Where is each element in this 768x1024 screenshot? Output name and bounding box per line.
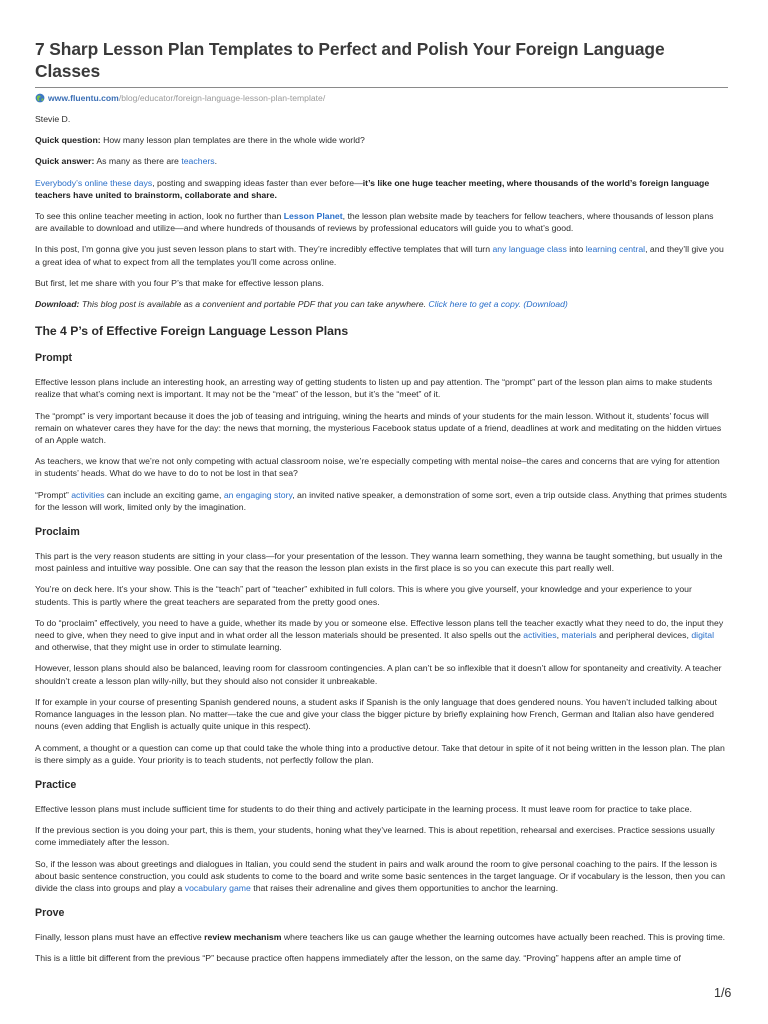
proclaim-paragraph-3	[35, 617, 728, 654]
practice-paragraph-3	[35, 858, 728, 895]
prove-paragraph-2: This is a little bit different from the previous “P” because practice often happens immediately after the lesson, on the same day. “Proving” happens after an ample time of	[35, 953, 681, 964]
intro-text: , the lesson plan website made by teachers for fellow teachers, where thousands of lesson plans are available to download and utilize—and where hundreds of thousands of reviews by professional educators will guide you to what’s good.	[35, 211, 714, 234]
everybody-online-link[interactable]: Everybody’s online these days	[35, 177, 153, 188]
proclaim-heading: Proclaim	[35, 526, 80, 539]
section-heading: The 4 P’s of Effective Foreign Language Lesson Plans	[35, 324, 349, 339]
prompt-text: “Prompt”	[35, 489, 72, 500]
prompt-paragraph-4	[35, 489, 728, 513]
practice-text: So, if the lesson was about greetings and dialogues in Italian, you could send the student in pairs and walk around the room to give personal coaching to the pairs. If the lesson is about basic sentence construction, you could ask students to come to the board and write some basic sentences in the target language. Or if vocabulary is the lesson, then you can divide the class into groups and play a	[35, 858, 726, 893]
intro-text: , posting and swapping ideas faster than ever before—	[152, 177, 363, 188]
proclaim-paragraph-2: You’re on deck here. It’s your show. This is the “teach” part of “teacher” exhibited in full colors. This is where you give yourself, your knowledge and your experience to your students. This is partly where the great teachers are separated from the pretty good ones.	[35, 584, 692, 607]
teachers-link[interactable]: teachers	[181, 156, 215, 167]
quick-answer	[35, 155, 728, 167]
author-name: Stevie D.	[35, 114, 71, 124]
practice-heading: Practice	[35, 778, 77, 791]
source-domain[interactable]: www.fluentu.com	[48, 93, 119, 103]
download-text: This blog post is available as a convenient and portable PDF that you can take anywhere.	[79, 299, 429, 310]
quick-question-text: How many lesson plan templates are there in the whole wide world?	[100, 135, 365, 146]
intro-text: To see this online teacher meeting in action, look no further than	[35, 211, 284, 222]
prompt-paragraph-2: The “prompt” is very important because it does the job of teasing and intriguing, wining the hearts and minds of your students for the main lesson. Without it, students’ focus will remain on whatever cares they have for the day: the news that morning, the mysterious Facebook status update of a friend, deadlines at work and meditating on the hidden virtues of an Apple watch.	[35, 410, 722, 446]
proclaim-paragraph-5: If for example in your course of presenting Spanish gendered nouns, a student asks if Spanish is the only language that does gendered nouns. You haven’t included talking about Romance languages in the lesson plan. No matter—take the cue and give your class the bigger picture by briefly explaining how French, German and Italian also have gendered nouns (even adding that English is actually quite unique in this respect).	[35, 696, 717, 732]
prompt-text: can include an exciting game,	[104, 489, 224, 500]
source-path[interactable]: /blog/educator/foreign-language-lesson-plan-template/	[118, 93, 326, 103]
practice-paragraph-1: Effective lesson plans must include sufficient time for students to do their thing and actively participate in the learning process. It must leave room for practice to take place.	[35, 803, 692, 814]
download-label: Download:	[35, 299, 80, 310]
intro-paragraph-1	[35, 177, 728, 201]
proclaim-text: and otherwise, that they might use in order to stimulate learning.	[35, 642, 282, 653]
prove-heading: Prove	[35, 907, 65, 920]
practice-paragraph-2: If the previous section is you doing your part, this is them, your students, honing what they’ve learned. This is about repetition, rehearsal and exercises. Practice sessions usually come immediately after the lesson.	[35, 825, 715, 848]
globe-icon	[35, 93, 45, 103]
prove-paragraph-1	[35, 931, 728, 943]
quick-question-label: Quick question:	[35, 135, 101, 146]
prompt-heading: Prompt	[35, 352, 73, 365]
vocabulary-game-link[interactable]: vocabulary game	[184, 882, 251, 893]
learning-central-link[interactable]: learning central	[585, 244, 646, 255]
prove-text: where teachers like us can gauge whether the learning outcomes have actually been reached. This is proving time.	[281, 932, 726, 943]
quick-question	[35, 134, 728, 146]
digital-link[interactable]: digital	[691, 630, 715, 641]
activities-link[interactable]: activities	[523, 630, 557, 641]
source-line	[35, 92, 728, 104]
prove-text: Finally, lesson plans must have an effective	[35, 932, 205, 943]
download-link[interactable]: Click here to get a copy. (Download)	[428, 299, 568, 310]
intro-text: In this post, I’m gonna give you just seven lesson plans to start with. They’re incredibly effective templates that will turn	[35, 244, 493, 255]
proclaim-text: To do “proclaim” effectively, you need to have a guide, whether its made by you or someone else. Effective lesson plans tell the teacher exactly what they need to do, the input they need to give, when they need to give input and in what order all the lesson materials should be presented. It also spells out the	[35, 617, 724, 641]
proclaim-text: and peripheral devices,	[596, 630, 692, 641]
quick-answer-text: As many as there are	[94, 156, 182, 167]
proclaim-paragraph-6: A comment, a thought or a question can come up that could take the whole thing into a productive detour. Take that detour in spite of it not being written in the lesson plan. The plan is there simply as a guide. Your priority is to teach students, not perfectly follow the plan.	[35, 742, 725, 765]
prompt-paragraph-1: Effective lesson plans include an interesting hook, an arresting way of getting students to listen up and pay attention. The “prompt” part of the lesson plan aims to make students realize that what’s coming next is important. It may not be the “meat” of the lesson, but it’s the “meet” of it.	[35, 377, 713, 400]
download-note	[35, 298, 728, 310]
page-title: 7 Sharp Lesson Plan Templates to Perfect and Polish Your Foreign Language Classes	[35, 39, 665, 81]
proclaim-paragraph-4: However, lesson plans should also be balanced, leaving room for classroom contingencies. A plan can’t be so inflexible that it doesn’t allow for spontaneity and creativity. A teacher shouldn’t create a lesson plan willy-nilly, but they should also not consider it unbreakable.	[35, 663, 722, 686]
materials-link[interactable]: materials	[561, 630, 597, 641]
prompt-text: , an invited native speaker, a demonstration of some sort, even a trip outside class. Anything that primes students for the lesson will work, limited only by the imagination.	[35, 489, 727, 512]
prompt-paragraph-3: As teachers, we know that we’re not only competing with actual classroom noise, we’re especially competing with mental noise–the cares and concerns that are vying for attention in students’ heads. What do we have to do to not be lost in that sea?	[35, 456, 720, 479]
intro-paragraph-4: But first, let me share with you four P’s that make for effective lesson plans.	[35, 277, 324, 288]
activities-link[interactable]: activities	[71, 489, 105, 500]
intro-paragraph-2	[35, 210, 728, 234]
proclaim-paragraph-1: This part is the very reason students are sitting in your class—for your presentation of the lesson. They wanna learn something, they wanna be taught something, but usually in the most painless and intuitive way possible. One can say that the reason the lesson plan exists in the first place is so you can execute this part really well.	[35, 551, 723, 574]
intro-bold: it’s like one huge teacher meeting, where thousands of the world’s foreign language teachers have united to brainstorm, collaborate and share.	[35, 177, 710, 200]
proclaim-text: ,	[556, 630, 562, 641]
page-number: 1/6	[714, 986, 732, 1000]
quick-answer-label: Quick answer:	[35, 156, 95, 167]
intro-paragraph-3	[35, 243, 728, 267]
lesson-planet-link[interactable]: Lesson Planet	[283, 211, 343, 222]
intro-text: , and they’ll give you a great idea of what to expect from all the templates you’ll come across online.	[35, 244, 724, 267]
review-mechanism-bold: review mechanism	[204, 932, 282, 943]
document-page	[35, 38, 728, 965]
title-divider	[35, 87, 728, 88]
any-language-class-link[interactable]: any language class	[492, 244, 567, 255]
engaging-story-link[interactable]: an engaging story	[223, 489, 293, 500]
intro-text: into	[566, 244, 586, 255]
quick-answer-end: .	[214, 156, 218, 167]
practice-text: that raises their adrenaline and gives them opportunities to anchor the learning.	[250, 882, 559, 893]
